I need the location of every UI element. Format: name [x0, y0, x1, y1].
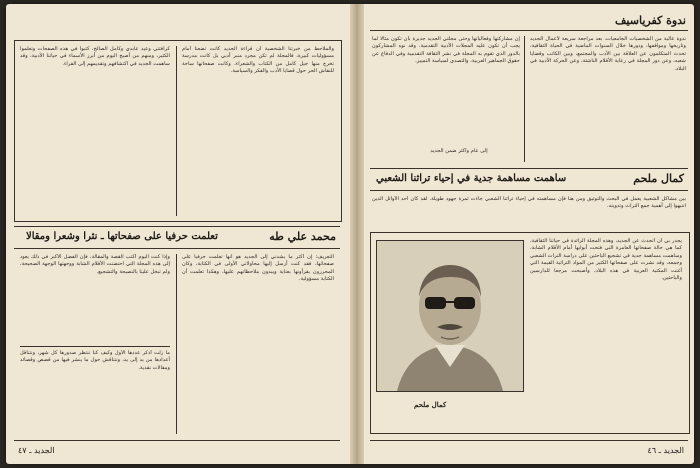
banner-rule-top: [370, 168, 688, 169]
left-bottom-column-2: وإذا كنت اليوم أكتب القصة والمقالة، فإن الفضل الأكبر في ذلك يعود إلى هذه المجلة التي احتضنت الأقلام الشابة ووجهتها الوجهة الصحيحة، ولم تبخل علينا بالنصيحة والتشجيع.: [20, 254, 170, 275]
article-headline: ساهمت مساهمة جدية في إحياء تراثنا الشعبي: [376, 173, 567, 184]
title-rule: [370, 30, 688, 31]
left-top-column-1: والملاحظ من خبرتنا الشخصية أن قراءة الجديد كانت تضعنا أمام مسؤوليات كبيرة، فالمجلة لم تكن مجرد منبر أدبي بل كانت مدرسة تخرج منها جيل كامل من الكتاب والشعراء، وكانت صفحاتها ساحة للنقاش الحر حول قضايا الأدب والفكر والسياسة.: [182, 46, 334, 75]
article-intro: بين مشاكل الشعبية يعمل في البحث والتوثيق ومن هنا فإن مساهمته في إحياء تراثنا الشعبي جاءت ثمرة جهود طويلة. لقد كان أحد الأوائل الذين انتبهوا إلى أهمية جمع التراث وتدوينه.: [372, 196, 686, 210]
footer-rule: [14, 440, 340, 441]
right-page: [364, 4, 694, 464]
footer-rule: [370, 440, 688, 441]
left-top-column-2: كرافتتي وعيد عابدي وكامل الصالح، كتبوا في هذه الصفحات وتعلموا الكثير، ومنهم من أصبح اليوم من أبرز الأسماء في حياتنا الأدبية، وقد ساهمت الجديد في اكتشافهم وتقديمهم إلى القراء.: [20, 46, 170, 67]
right-top-column-2: إن مشاركتها وفعالياتها وحتى مجلتي الجديد جديرة بأن تكون مثالا لما يجب أن تكون عليه المجلات الأدبية التقدمية. وقد نوه المشاركون بالدور الذي تقوم به المجلة في نشر الثقافة التقدمية وفي الدفاع عن حقوق الجماهير العربية، والتصدي لسياسة التمييز.: [372, 36, 520, 65]
left-bottom-column-3: ما زلت أذكر عددها الأول وكيف كنا ننتظر صدورها كل شهر، ونتناقل أعدادها من يد إلى يد، ونتناقش حول ما ينشر فيها من قصص وقصائد ومقالات نقدية.: [20, 350, 170, 371]
portrait-illustration: [377, 241, 523, 391]
author-photo: [376, 240, 524, 392]
section-title: ندوة كفرياسيف: [615, 14, 686, 27]
photo-caption: كمال ملحم: [414, 400, 447, 409]
magazine-spread: [6, 4, 694, 464]
author-name: محمد علي طه: [269, 230, 336, 243]
right-top-column-1: ندوة عالية من الشخصيات الجامعيات. بعد مراجعة سريعة لأعمال الجديد وتاريخها ومواقفها، ودورها خلال السنوات الماضية في الحياة الثقافية، تحدث المتكلمون عن العلاقة بين الأدب والمجتمع، وبين الكاتب وقضايا شعبه، وعن دور المجلة في رعاية الأقلام الناشئة، وعن الحركة الأدبية في البلاد.: [530, 36, 686, 72]
article-headline: تعلمت حرفيا على صفحاتها ـ نثرا وشعرا ومقالا: [26, 231, 218, 242]
banner-rule-bottom: [14, 248, 340, 249]
page-footer: الجديد ـ ٤٦: [647, 446, 684, 455]
right-bottom-column: يجدر بي أن أتحدث عن الجديد، وهذه المجلة الرائدة في حياتنا الثقافية، كما هي حالة صفحاتها العامرة التي فتحت أبوابها أمام الأقلام الشابة، وساهمت مساهمة جدية في تشجيع الباحثين على دراسة التراث الشعبي وجمعه، وقد نشرت على صفحاتها الكثير من المواد التراثية القيمة التي أغنت المكتبة العربية في هذه البلاد، وأصبحت مرجعا للدارسين والباحثين.: [530, 238, 682, 282]
signature-line: إلى عام وأكثر ضمن الجديد: [430, 148, 488, 154]
left-bottom-column-1: التعريف: إن أكثر ما يشدني إلى الجديد هو أنها تعلمت حرفيا على صفحاتها، فقد كنت أرسل إليها محاولاتي الأولى في الكتابة، وكان المحررون يقرأونها بعناية ويبدون ملاحظاتهم عليها، وهكذا تعلمت أن الكتابة مسؤولية.: [182, 254, 334, 283]
author-name: كمال ملحم: [633, 172, 684, 185]
binding-gutter: [350, 4, 364, 464]
banner-rule-top: [14, 226, 340, 227]
column-divider: [524, 36, 525, 162]
section-rule: [20, 346, 170, 347]
column-divider: [176, 46, 177, 216]
page-footer: الجديد ـ ٤٧: [18, 446, 55, 455]
column-divider: [176, 254, 177, 434]
left-page: [6, 4, 350, 464]
banner-rule-bottom: [370, 190, 688, 191]
